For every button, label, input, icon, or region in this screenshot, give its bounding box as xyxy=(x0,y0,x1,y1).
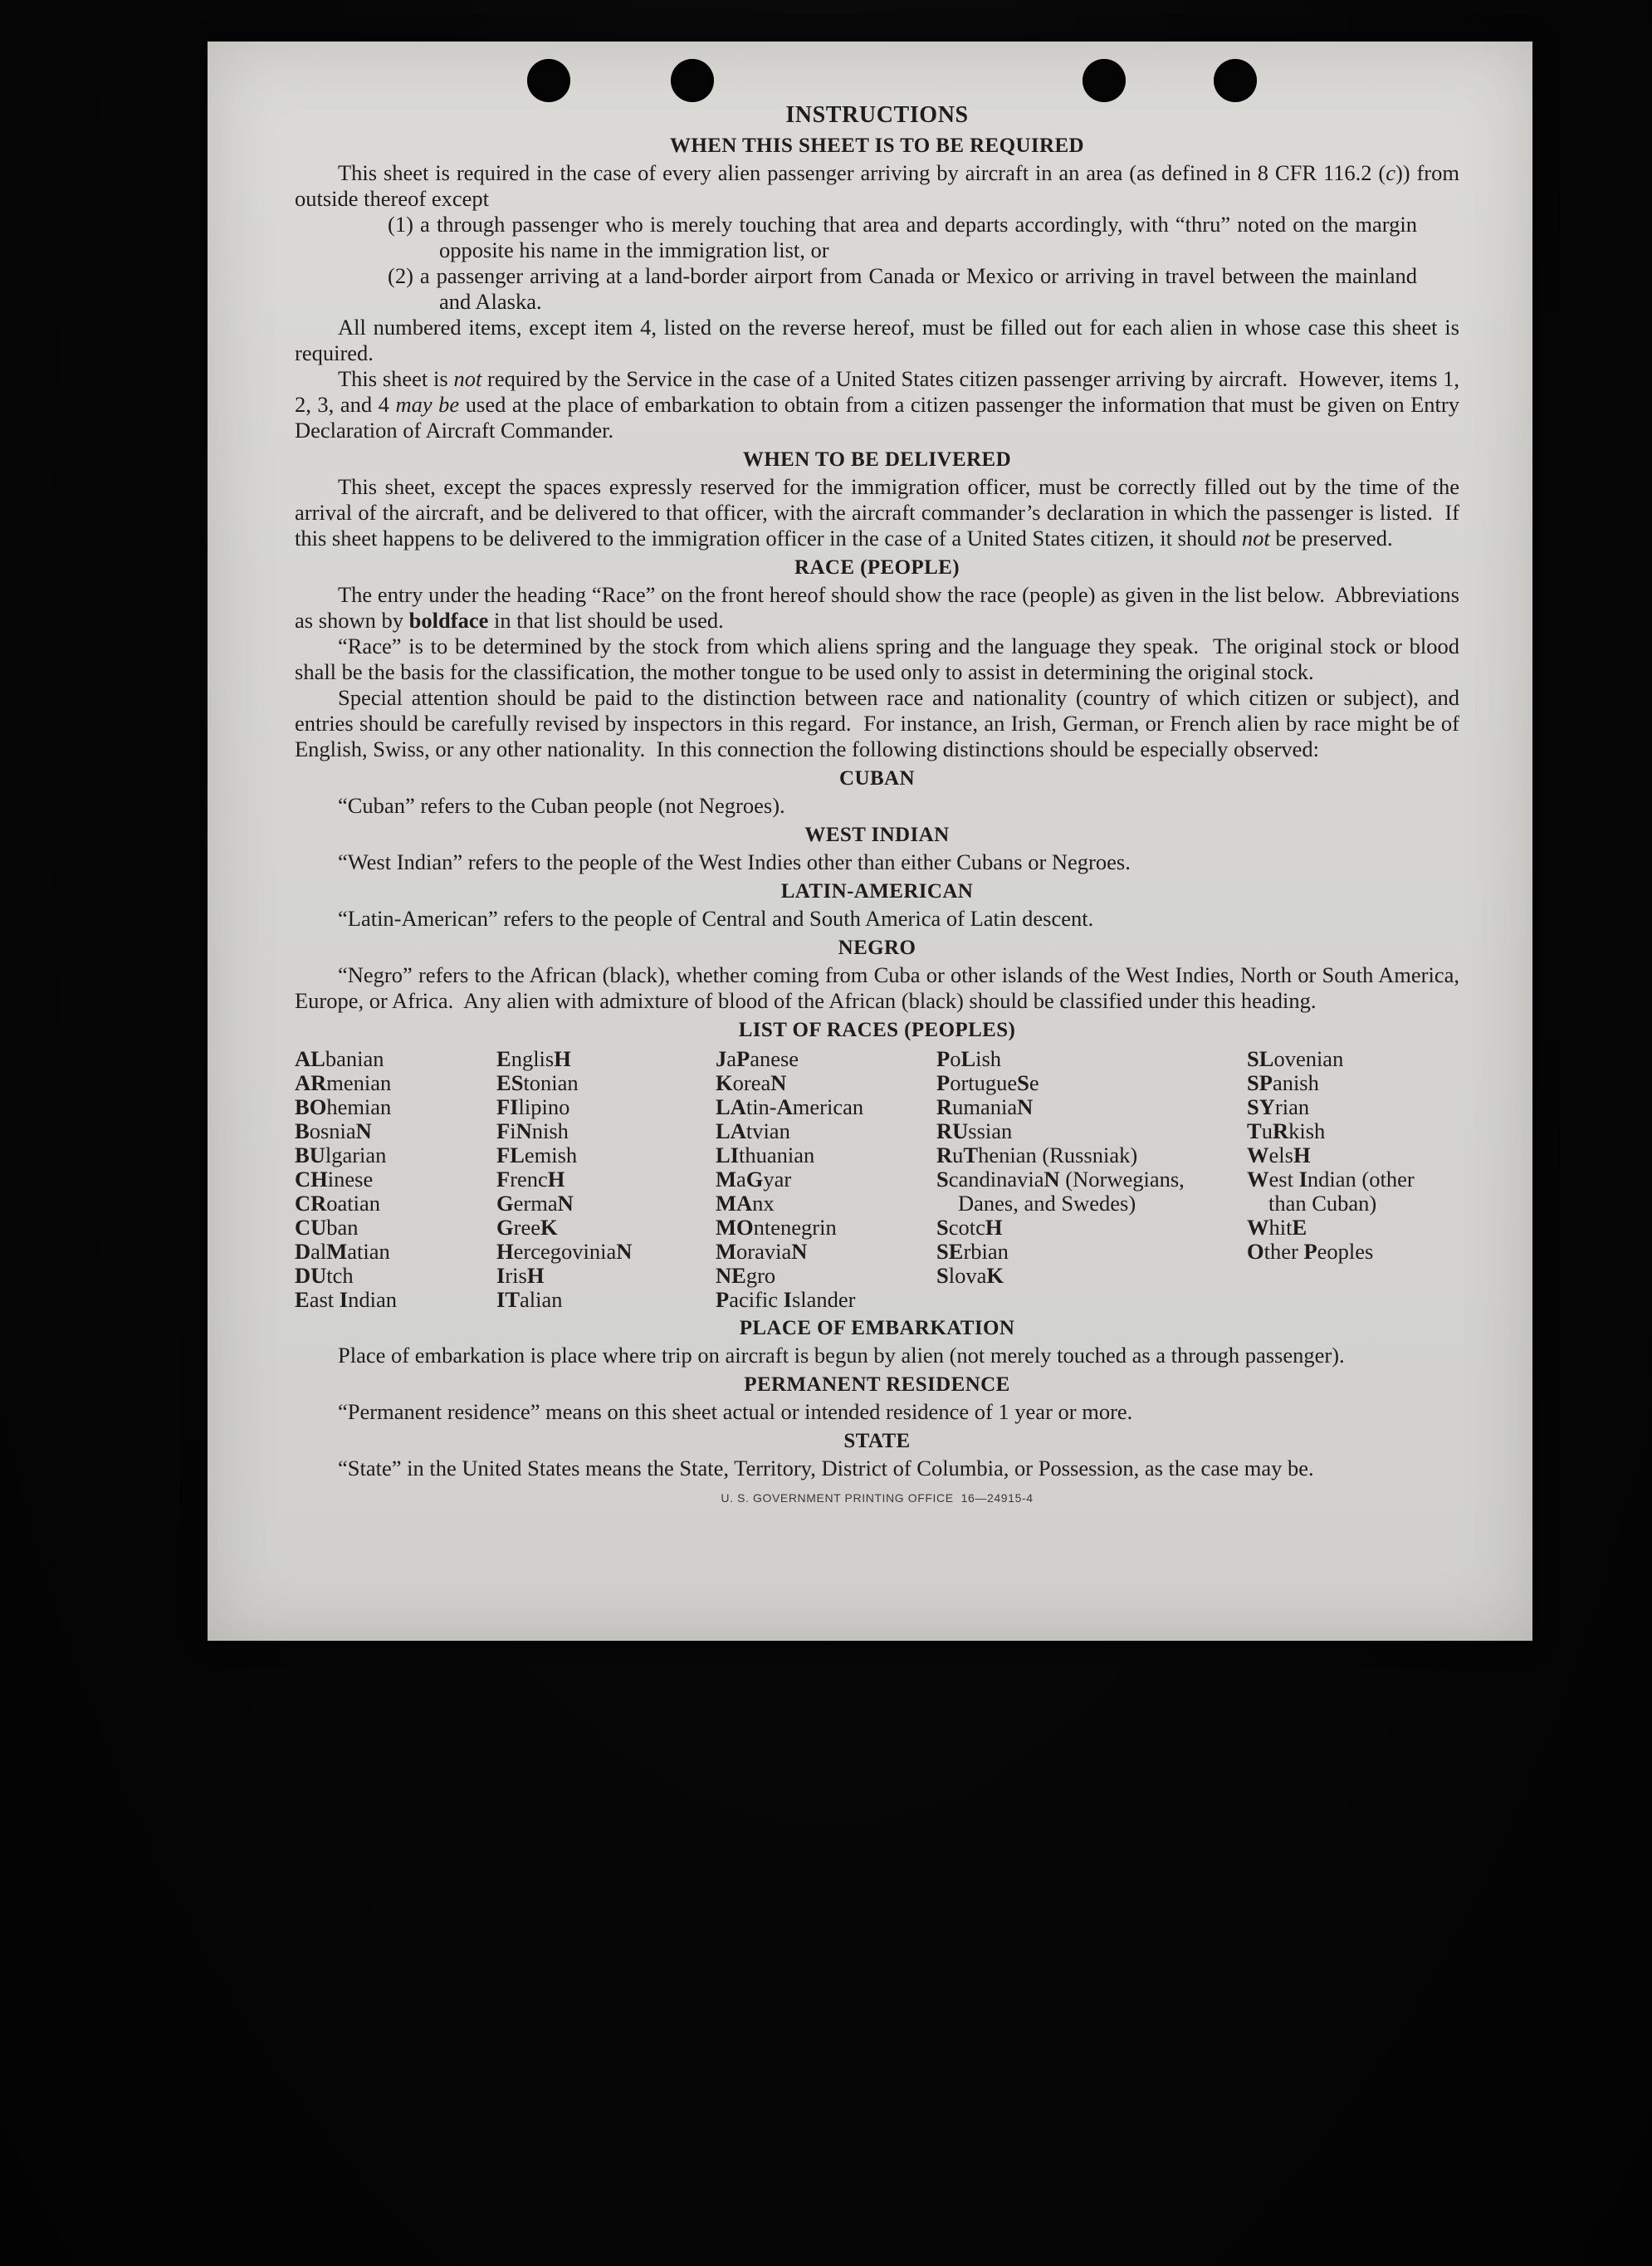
race-item: WelsH xyxy=(1247,1143,1311,1167)
punch-hole-icon xyxy=(1083,59,1126,102)
race-item: TuRkish xyxy=(1247,1118,1326,1143)
race-item: HercegoviniaN xyxy=(496,1239,633,1264)
race-item: MoraviaN xyxy=(716,1239,808,1264)
race-item: MOntenegrin xyxy=(716,1215,837,1240)
race-item: FIlipino xyxy=(496,1094,570,1119)
printing-office-footer: U. S. GOVERNMENT PRINTING OFFICE 16—24915-4 xyxy=(721,1491,1034,1505)
race-item: SLovenian xyxy=(1247,1046,1344,1071)
section-heading: WHEN THIS SHEET IS TO BE REQUIRED xyxy=(669,135,1085,157)
race-item: EnglisH xyxy=(496,1046,571,1071)
race-column xyxy=(1247,1047,1459,1312)
section-heading: LIST OF RACES (PEOPLES) xyxy=(738,1019,1016,1041)
punch-hole-icon xyxy=(1214,59,1257,102)
race-item: GreeK xyxy=(496,1215,558,1240)
race-column xyxy=(295,1047,496,1312)
section-heading: PERMANENT RESIDENCE xyxy=(744,1373,1010,1396)
race-item: Other Peoples xyxy=(1247,1239,1374,1264)
section-heading: WHEN TO BE DELIVERED xyxy=(742,448,1012,471)
race-item: ITalian xyxy=(496,1287,563,1312)
document-sheet xyxy=(208,42,1532,1641)
section-heading: WEST INDIAN xyxy=(804,824,950,846)
race-item: FiNnish xyxy=(496,1118,569,1143)
document-title: INSTRUCTIONS xyxy=(785,102,969,128)
race-item: NEgro xyxy=(716,1263,776,1288)
paragraph: All numbered items, except item 4, listed on the reverse hereof, must be filled out for each alien in whose case this sheet is required. xyxy=(295,315,1459,365)
paragraph: “West Indian” refers to the people of the West Indies other than either Cubans or Negroes. xyxy=(338,849,1131,874)
race-item: West Indian (other than Cuban) xyxy=(1247,1167,1415,1216)
race-column xyxy=(716,1047,936,1312)
race-item: BOhemian xyxy=(295,1094,392,1119)
race-item: MAnx xyxy=(716,1191,775,1216)
race-item: SYrian xyxy=(1247,1094,1310,1119)
race-item: ARmenian xyxy=(295,1070,392,1095)
race-item: BosniaN xyxy=(295,1118,372,1143)
paragraph: “Race” is to be determined by the stock from which aliens spring and the language they speak. The original stock or blood shall be the basis for the classification, the mother tongue to be used only to assist in determining the original stock. xyxy=(295,634,1459,684)
punch-hole-icon xyxy=(527,59,570,102)
race-item: EStonian xyxy=(496,1070,579,1095)
race-column xyxy=(496,1047,716,1312)
punch-hole-icon xyxy=(671,59,714,102)
paragraph: This sheet is required in the case of every alien passenger arriving by aircraft in an area (as defined in 8 CFR 116.2 (c)) from outside thereof except xyxy=(295,160,1459,211)
paragraph: Place of embarkation is place where trip on aircraft is begun by alien (not merely touched as a through passenger). xyxy=(338,1343,1345,1368)
race-item: Pacific Islander xyxy=(716,1287,856,1312)
race-item: WhitE xyxy=(1247,1215,1307,1240)
race-item: LAtvian xyxy=(716,1118,790,1143)
race-item: PortugueSe xyxy=(936,1070,1039,1095)
race-item: PoLish xyxy=(936,1046,1002,1071)
race-item: LIthuanian xyxy=(716,1143,815,1167)
race-item: RUssian xyxy=(936,1118,1013,1143)
section-heading: CUBAN xyxy=(839,767,915,790)
paragraph: “Cuban” refers to the Cuban people (not Negroes). xyxy=(338,793,785,818)
race-item: KoreaN xyxy=(716,1070,787,1095)
document-content xyxy=(295,101,1459,1505)
race-item: JaPanese xyxy=(716,1046,799,1071)
race-item: MaGyar xyxy=(716,1167,792,1192)
item-number: (2) xyxy=(388,263,413,288)
race-item: ALbanian xyxy=(295,1046,384,1071)
race-item: SErbian xyxy=(936,1239,1009,1264)
race-item: East Indian xyxy=(295,1287,397,1312)
race-item: FLemish xyxy=(496,1143,578,1167)
race-item: IrisH xyxy=(496,1263,545,1288)
race-item: FrencH xyxy=(496,1167,565,1192)
section-heading: NEGRO xyxy=(838,937,916,959)
paragraph: “Latin-American” refers to the people of Central and South America of Latin descent. xyxy=(338,906,1094,931)
paragraph: “State” in the United States means the State, Territory, District of Columbia, or Possession, as the case may be. xyxy=(338,1456,1314,1480)
race-item: BUlgarian xyxy=(295,1143,387,1167)
race-column xyxy=(936,1047,1247,1312)
race-item: RuThenian (Russniak) xyxy=(936,1143,1138,1167)
race-item: SPanish xyxy=(1247,1070,1319,1095)
paragraph: “Negro” refers to the African (black), whether coming from Cuba or other islands of the West Indies, North or South America, Europe, or Africa. Any alien with admixture of blood of the African (black) should be classified under this heading. xyxy=(295,962,1459,1013)
section-heading: PLACE OF EMBARKATION xyxy=(739,1317,1015,1339)
numbered-item: (1) a through passenger who is merely touching that area and departs accordingly, with “thru” noted on the margin opposite his name in the immigration list, or xyxy=(388,212,1417,262)
race-item: CHinese xyxy=(295,1167,374,1192)
item-number: (1) xyxy=(388,212,413,237)
paragraph: The entry under the heading “Race” on the front hereof should show the race (people) as given in the list below. Abbreviations as shown by boldface in that list should be used. xyxy=(295,582,1459,633)
paragraph: Special attention should be paid to the distinction between race and nationality (country of which citizen or subject), and entries should be carefully revised by inspectors in this regard. For instance, an Irish, German, or French alien by race might be of English, Swiss, or any other nationality. In this connection the following distinctions should be especially observed: xyxy=(295,685,1459,761)
race-item: DalMatian xyxy=(295,1239,390,1264)
race-item: ScandinaviaN (Norwegians, Danes, and Swedes) xyxy=(936,1167,1185,1216)
section-heading: STATE xyxy=(843,1430,911,1452)
race-item: LAtin-American xyxy=(716,1094,864,1119)
paragraph: This sheet is not required by the Service in the case of a United States citizen passenger arriving by aircraft. However, items 1, 2, 3, and 4 may be used at the place of embarkation to obtain from a citizen passenger the information that must be given on Entry Declaration of Aircraft Commander. xyxy=(295,366,1459,443)
race-item: CUban xyxy=(295,1215,359,1240)
numbered-item: (2) a passenger arriving at a land-border airport from Canada or Mexico or arriving in travel between the mainland and Alaska. xyxy=(388,263,1417,314)
section-heading: LATIN-AMERICAN xyxy=(780,880,974,903)
race-item: GermaN xyxy=(496,1191,574,1216)
section-heading: RACE (PEOPLE) xyxy=(794,556,960,579)
race-item: CRoatian xyxy=(295,1191,381,1216)
race-item: ScotcH xyxy=(936,1215,1003,1240)
paragraph: This sheet, except the spaces expressly reserved for the immigration officer, must be correctly filled out by the time of the arrival of the aircraft, and be delivered to that officer, with the aircraft commander’s declaration in which the passenger is listed. If this sheet happens to be delivered to the immigration officer in the case of a United States citizen, it should not be preserved. xyxy=(295,474,1459,551)
race-item: RumaniaN xyxy=(936,1094,1034,1119)
race-list xyxy=(295,1047,1459,1312)
paragraph: “Permanent residence” means on this sheet actual or intended residence of 1 year or more. xyxy=(338,1399,1133,1424)
race-item: SlovaK xyxy=(936,1263,1004,1288)
race-item: DUtch xyxy=(295,1263,354,1288)
